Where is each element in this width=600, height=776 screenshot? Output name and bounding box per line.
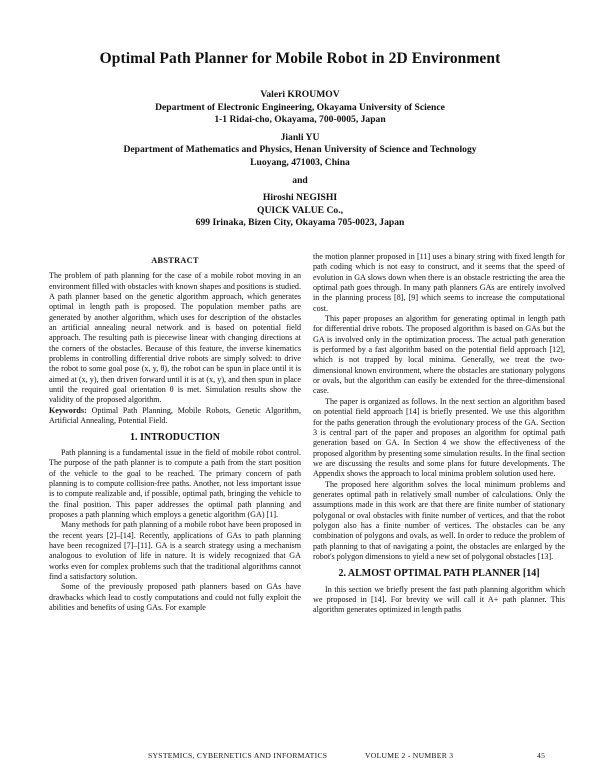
left-column (49, 256, 301, 613)
author-1-address: 1-1 Ridai-cho, Okayama, 700-0005, Japan (214, 114, 386, 126)
keywords-label: Keywords: (49, 405, 87, 415)
intro-paragraph-3: Some of the previously proposed path planners based on GAs have drawbacks which lead to costly computations and could not fully exploit the abilities and benefits of using GAs. For example (49, 582, 301, 612)
author-1-department: Department of Electronic Engineering, Okayama University of Science (155, 101, 445, 113)
author-block (0, 89, 600, 230)
right-paragraph-3: The paper is organized as follows. In the next section an algorithm based on potential field approach [14] is briefly presented. We use this algorithm for the paths generation through the evolutionary process of the GA. Section 3 is central part of the paper and proposes an algorithm for optimal path generation based on GA. In Section 4 we show the effectiveness of the proposed algorithm by presenting some simulation results. In the final section we are discussing the results and some plans for future developments. The Appendix shows the approach to local minima problem solution used here. (313, 396, 565, 479)
abstract-heading: ABSTRACT (151, 256, 199, 265)
author-2-address: Luoyang, 471003, China (250, 156, 350, 168)
section-2-paragraph-1: In this section we briefly present the fast path planning algorithm which we proposed in [14]. For brevity we will call it A+ path planner. This algorithm generates optimized in length paths (313, 584, 565, 615)
footer-volume: VOLUME 2 - NUMBER 3 (365, 751, 454, 760)
author-3-organization: QUICK VALUE Co., (256, 204, 343, 216)
keywords-text: Optimal Path Planning, Mobile Robots, Genetic Algorithm, Artificial Annealing, Potential Field. (49, 405, 301, 426)
author-1-name: Valeri KROUMOV (260, 89, 340, 100)
author-3-name: Hiroshi NEGISHI (262, 192, 338, 204)
author-2-department: Department of Mathematics and Physics, Henan University of Science and Technology (123, 144, 477, 156)
abstract-text: The problem of path planning for the case of a mobile robot moving in an environment filled with obstacles with known shapes and positions is studied. A path planner based on the genetic algorithm approach, which generates optimal in length path is proposed. The population member paths are generated by another algorithm, which uses for description of the obstacles an artificial annealing neural network and is based on potential field approach. The resulting path is piecewise linear with changing directions at the corners of the obstacles. Because of this feature, the inverse kinematics problems in controlling differential drive robots are simply solved: to drive the robot to some goal pose (x, y, θ), the robot can be spun in place until it is aimed at (x, y), then driven forward until it is at (x, y), and then spun in place until the required goal orientation θ is met. Simulation results show the validity of the proposed algorithm. (49, 271, 302, 405)
right-paragraph-4: The proposed here algorithm solves the local minimum problems and generates optimal path in relatively small number of calculations. Only the assumptions made in this work are that there are finite number of stationary polygonal or oval obstacles with finite number of vertices, and that the robot polygon also has a finite number of vertices. The obstacles can be any combination of polygons and ovals, as well. In order to reduce the problem of path planning to that of navigating a point, the obstacles are enlarged by the robot's polygon dimensions to yield a new set of polygonal obstacles [13]. (313, 479, 565, 561)
keywords (49, 406, 301, 427)
section-2-heading: 2. ALMOST OPTIMAL PATH PLANNER [14] (338, 568, 540, 580)
right-column (313, 252, 565, 616)
footer-page-number: 45 (537, 751, 546, 760)
right-paragraph-2: This paper proposes an algorithm for generating optimal in length path for differential drive robots. The proposed algorithm is based on GAs but the GA is involved only in the optimization process. The actual path generation is performed by a fast algorithm based on the potential field approach [12], which is not trapped by local minima. Generally, we treat the two-dimensional known environment, where the obstacles are stationary polygons or ovals, but the algorithm can easily be extended for the three-dimensional case. (313, 314, 565, 396)
intro-paragraph-2: Many methods for path planning of a mobile robot have been proposed in the recent years [2]–[14]. Recently, applications of GAs to path planning have been recognized [7]–[11]. GA is a search strategy using a mechanism analogous to evolution of life in nature. It is widely recognized that GA works even for complex problems such that the traditional algorithms cannot find a satisfactory solution. (49, 520, 301, 581)
author-3-address: 699 Irinaka, Bizen City, Okayama 705-0023, Japan (195, 217, 405, 229)
intro-paragraph-1: Path planning is a fundamental issue in the field of mobile robot control. The purpose of the path planner is to compute a path from the start position of the vehicle to the goal to be reached. The primary concern of path planning is to compute collision-free paths. Another, not less important issue is to compute realizable and, if possible, optimal path, bringing the vehicle to the final position. This paper addresses the optimal path planning and proposes a path planning which employs a genetic algorithm (GA) [1]. (49, 447, 301, 519)
author-2-name: Jianli YU (280, 131, 320, 143)
paper-title: Optimal Path Planner for Mobile Robot in 2D Environment (99, 50, 501, 67)
author-conjunction: and (292, 174, 308, 186)
introduction-heading: 1. INTRODUCTION (129, 431, 220, 443)
right-paragraph-1: the motion planner proposed in [11] uses a binary string with fixed length for path coding which is not easy to construct, and it seems that the speed of evolution in GA slows down when there is an obstacle restricting the area the optimal path goes through. In many path planners GAs are entirely involved in the planning process [8], [9] which seems to increase the computational cost. (313, 252, 565, 313)
footer-journal: SYSTEMICS, CYBERNETICS AND INFORMATICS (148, 751, 328, 760)
